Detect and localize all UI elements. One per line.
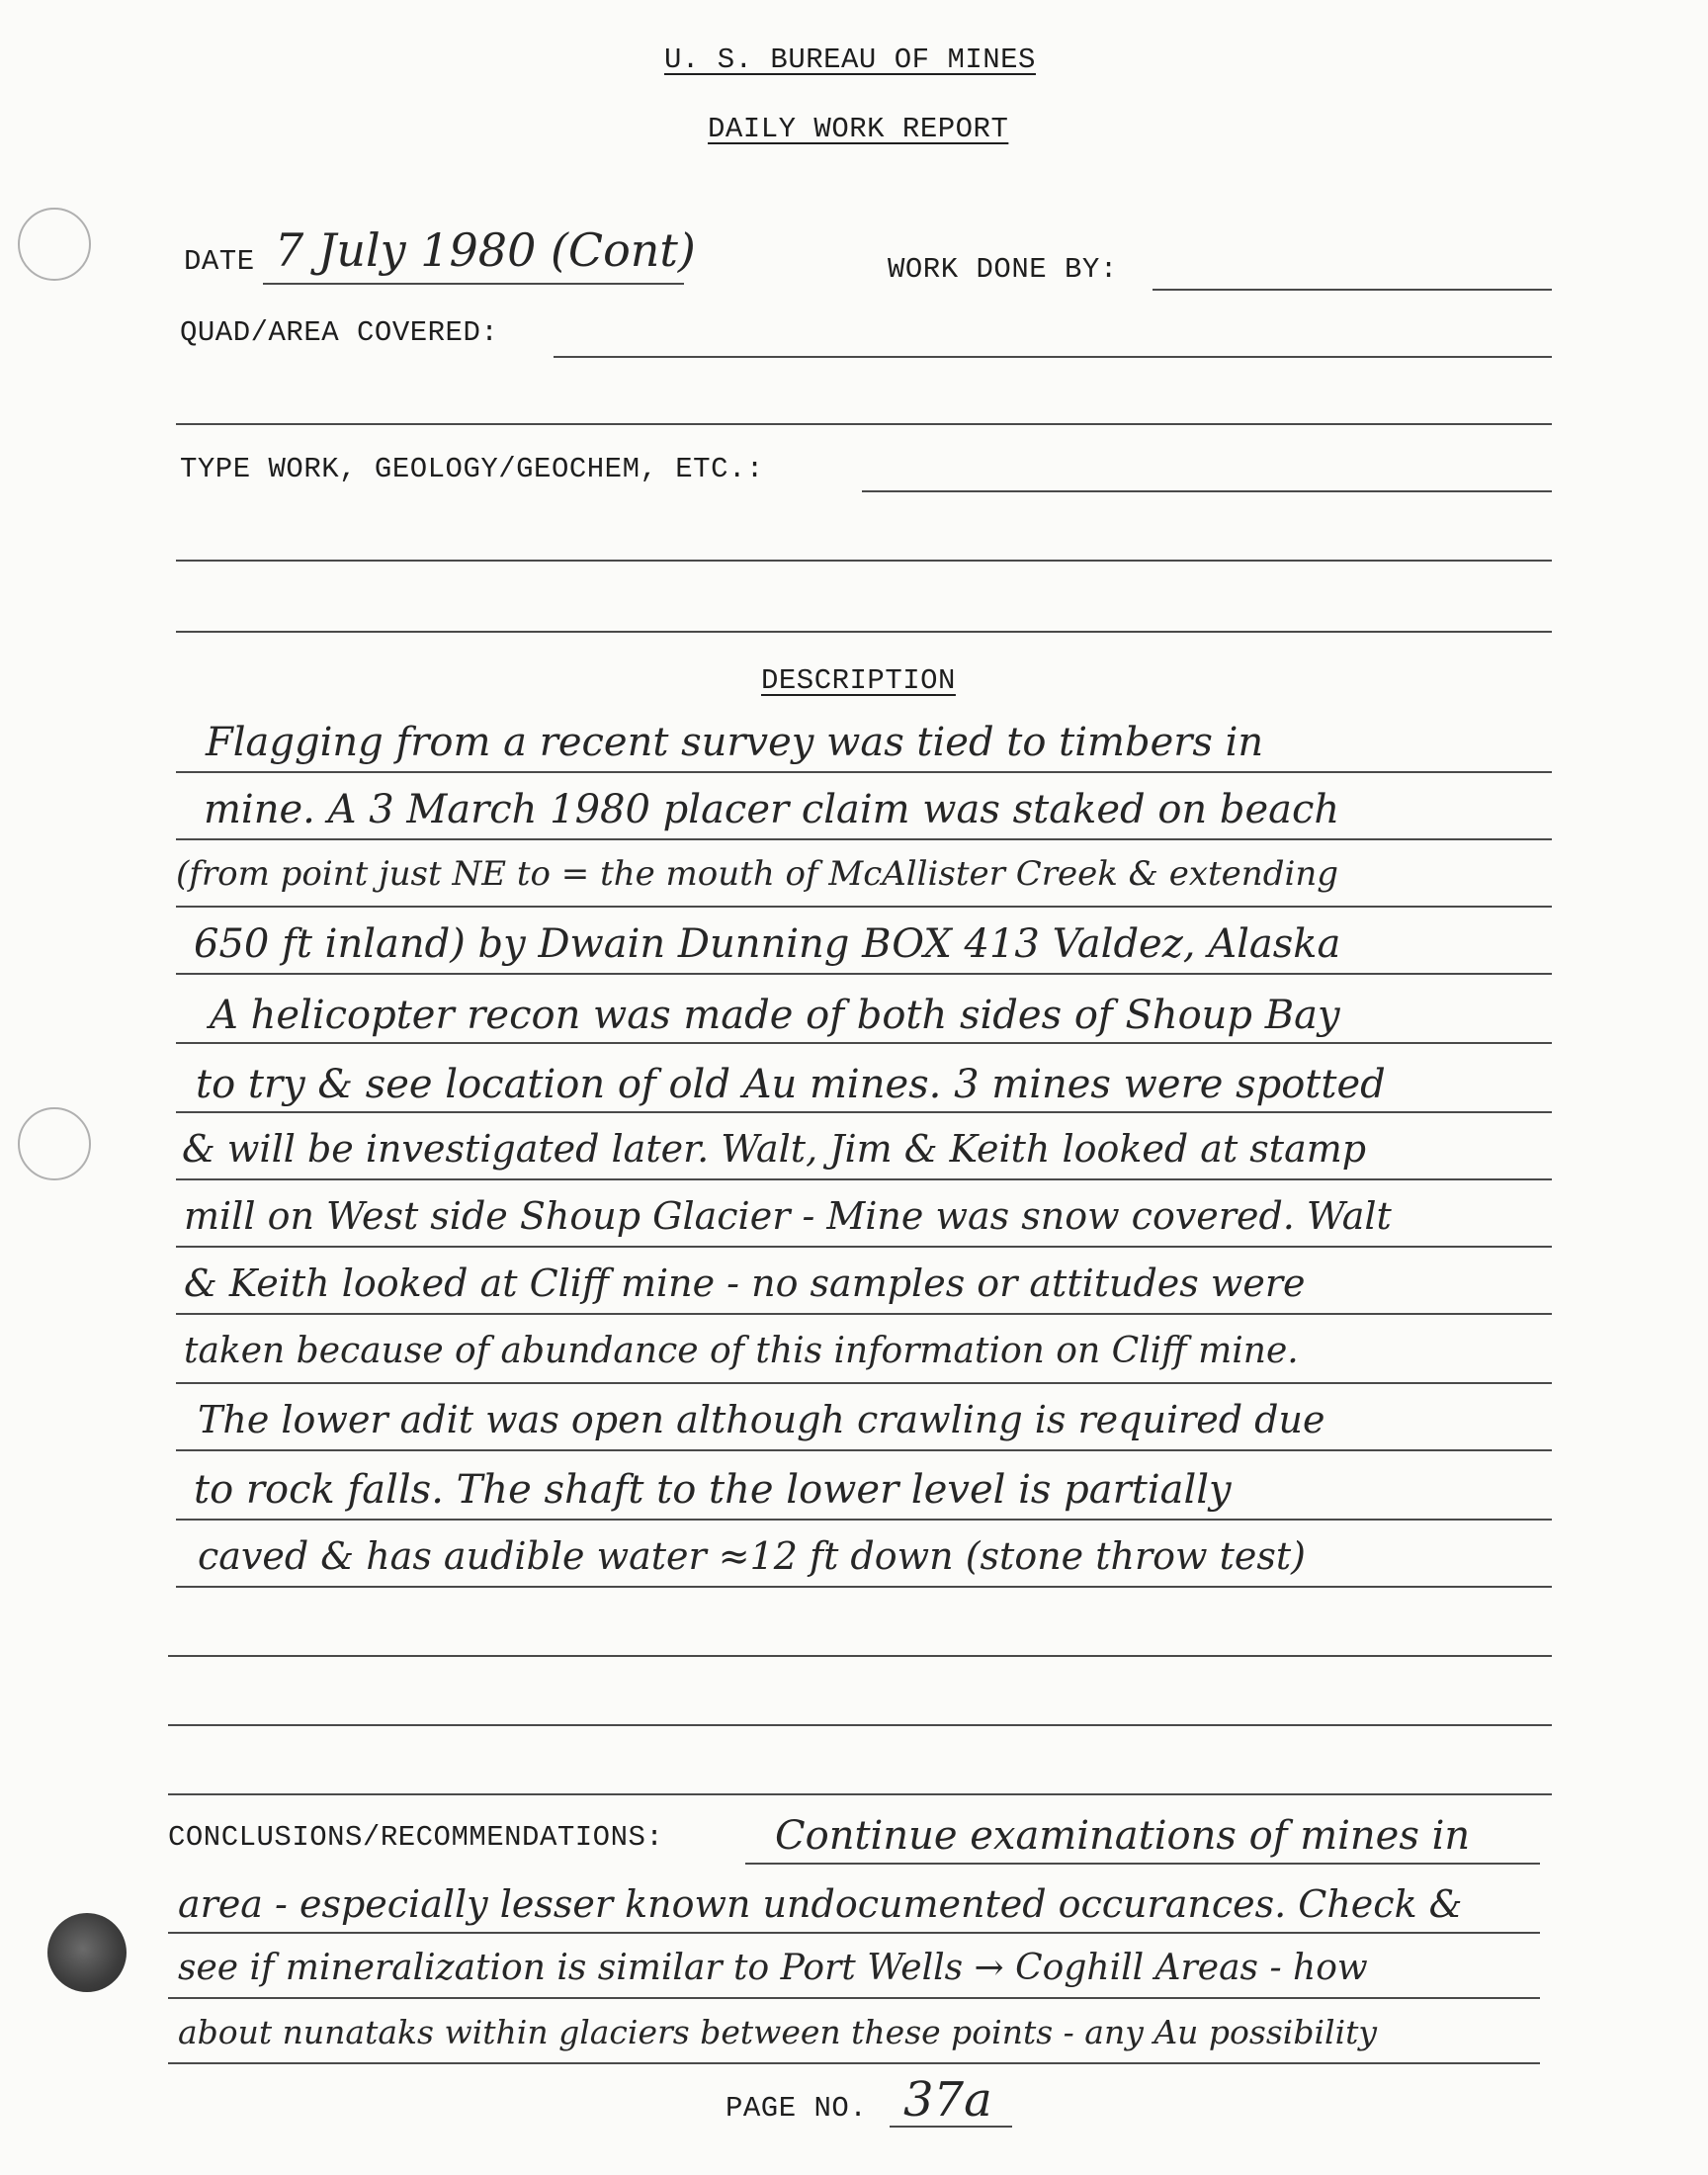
punch-hole-top <box>18 208 91 281</box>
description-rule-4 <box>176 973 1552 975</box>
description-rule-2 <box>176 838 1552 840</box>
conclusions-rule-2 <box>168 1932 1540 1934</box>
description-line-11: The lower adit was open although crawling is required due <box>198 1398 1325 1441</box>
description-rule-10 <box>176 1382 1552 1384</box>
description-rule-5 <box>176 1042 1552 1044</box>
punch-hole-bottom <box>47 1913 127 1992</box>
conclusions-line-3: about nunataks within glaciers between these points - any Au possibility <box>178 2013 1378 2051</box>
conclusions-first-line: Continue examinations of mines in <box>775 1813 1471 1859</box>
conclusions-rule-3 <box>168 1997 1540 1999</box>
punch-hole-middle <box>18 1107 91 1180</box>
description-line-13: caved & has audible water ≈12 ft down (stone throw test) <box>198 1534 1306 1578</box>
description-rule-12 <box>176 1519 1552 1521</box>
description-line-2: mine. A 3 March 1980 placer claim was staked on beach <box>204 787 1340 832</box>
conclusions-label: CONCLUSIONS/RECOMMENDATIONS: <box>168 1821 664 1854</box>
report-title: DAILY WORK REPORT <box>708 113 1009 145</box>
quad-area-line-1 <box>554 356 1552 358</box>
description-rule-1 <box>176 771 1552 773</box>
work-done-by-label: WORK DONE BY: <box>888 253 1118 286</box>
type-work-label: TYPE WORK, GEOLOGY/GEOCHEM, ETC.: <box>180 453 764 485</box>
quad-area-line-2 <box>176 423 1552 425</box>
type-work-line-2 <box>176 560 1552 562</box>
description-rule-16 <box>168 1793 1552 1795</box>
description-line-6: to try & see location of old Au mines. 3 mines were spotted <box>196 1062 1386 1107</box>
description-rule-14 <box>168 1655 1552 1657</box>
quad-area-label: QUAD/AREA COVERED: <box>180 316 499 349</box>
description-line-1: Flagging from a recent survey was tied to timbers in <box>206 720 1264 765</box>
description-rule-15 <box>168 1724 1552 1726</box>
date-underline <box>263 283 684 285</box>
page-number-label: PAGE NO. <box>726 2092 868 2125</box>
conclusions-rule-1 <box>745 1863 1540 1865</box>
work-done-by-underline <box>1153 289 1552 291</box>
type-work-line-3 <box>176 631 1552 633</box>
description-line-9: & Keith looked at Cliff mine - no samples or attitudes were <box>184 1262 1306 1305</box>
type-work-line-1 <box>862 490 1552 492</box>
agency-title: U. S. BUREAU OF MINES <box>664 44 1036 76</box>
description-line-10: taken because of abundance of this information on Cliff mine. <box>184 1331 1299 1371</box>
description-line-3: (from point just NE to = the mouth of McAllister Creek & extending <box>176 854 1338 894</box>
conclusions-line-2: see if mineralization is similar to Port Wells → Coghill Areas - how <box>178 1948 1368 1988</box>
description-rule-11 <box>176 1449 1552 1451</box>
date-value: 7 July 1980 (Cont) <box>275 223 696 277</box>
description-rule-7 <box>176 1178 1552 1180</box>
conclusions-line-1: area - especially lesser known undocumented occurances. Check & <box>178 1882 1463 1926</box>
date-label: DATE <box>184 245 255 278</box>
description-rule-8 <box>176 1246 1552 1248</box>
description-line-12: to rock falls. The shaft to the lower level is partially <box>194 1467 1232 1513</box>
description-rule-3 <box>176 906 1552 908</box>
description-line-4: 650 ft inland) by Dwain Dunning BOX 413 Valdez, Alaska <box>194 921 1341 967</box>
description-line-8: mill on West side Shoup Glacier - Mine was snow covered. Walt <box>184 1194 1392 1238</box>
description-line-7: & will be investigated later. Walt, Jim & Keith looked at stamp <box>182 1127 1367 1171</box>
conclusions-rule-4 <box>168 2062 1540 2064</box>
description-rule-13 <box>176 1586 1552 1588</box>
description-line-5: A helicopter recon was made of both sides of Shoup Bay <box>210 993 1340 1038</box>
description-heading: DESCRIPTION <box>761 664 956 697</box>
description-rule-6 <box>176 1111 1552 1113</box>
description-rule-9 <box>176 1313 1552 1315</box>
page-number-value: 37a <box>903 2072 992 2128</box>
